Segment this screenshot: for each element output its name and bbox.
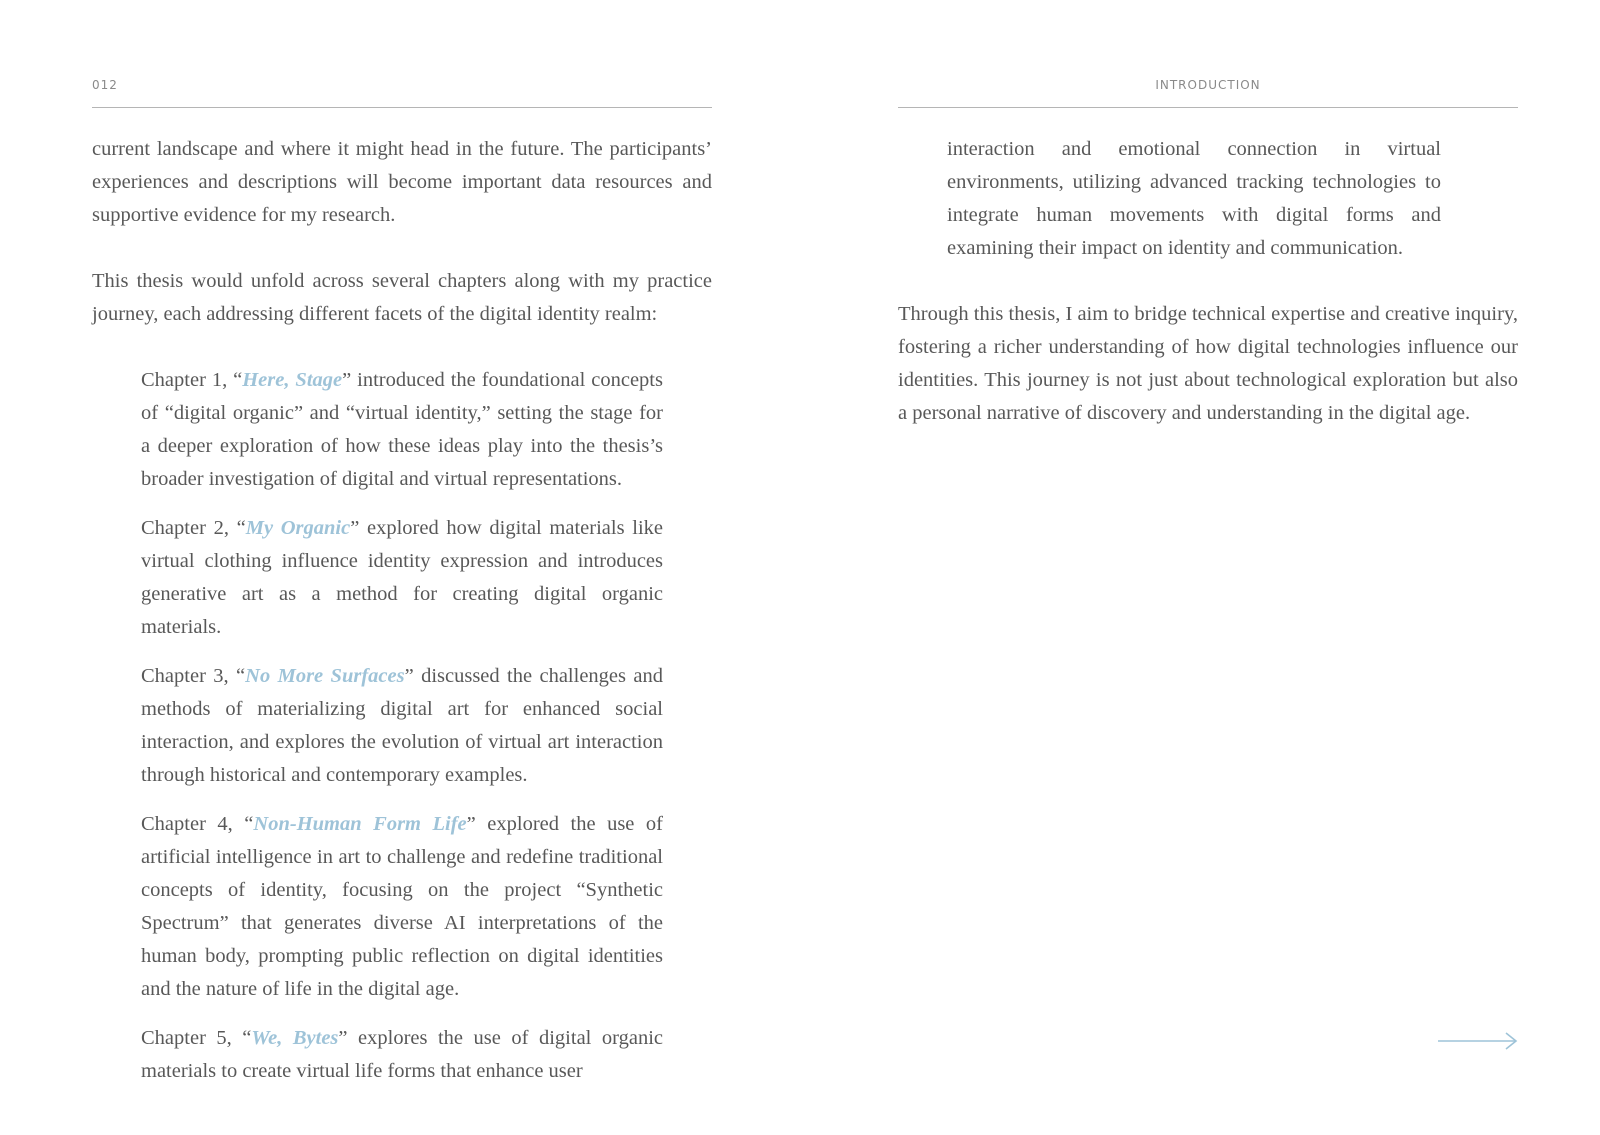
chapter-description: ” discussed the challenges and methods of materializing digital art for enhanced social interaction, and explores the evolution of virtual art interaction through historical and contemporary examples. <box>141 665 663 786</box>
chapter-item-5 <box>141 1022 663 1088</box>
chapter-title: We, Bytes <box>251 1027 339 1049</box>
chapter-prefix: Chapter 1, “ <box>141 369 243 391</box>
chapter-description: ” explores the use of digital organic materials to create virtual life forms that enhance user <box>141 1027 663 1082</box>
chapter-title: My Organic <box>245 517 351 539</box>
chapter-title: Non-Human Form Life <box>253 813 467 835</box>
chapter-prefix: Chapter 2, “ <box>141 517 246 539</box>
chapter-item-3 <box>141 660 663 792</box>
arrow-right-icon <box>1436 1030 1520 1052</box>
chapter-item-2 <box>141 512 663 644</box>
paragraph: Through this thesis, I aim to bridge technical expertise and creative inquiry, fostering a richer understanding of how digital technologies influence our identities. This journey is not just about technological exploration but also a personal narrative of discovery and understanding in the digital age. <box>898 303 1518 424</box>
right-body-text <box>898 133 1518 463</box>
paragraph: current landscape and where it might head in the future. The participants’ experiences and descriptions will become important data resources and supportive evidence for my research. <box>92 138 712 226</box>
chapter-title: No More Surfaces <box>245 665 405 687</box>
header-rule <box>92 107 712 108</box>
chapter-item-1 <box>141 364 663 496</box>
running-head: INTRODUCTION <box>1155 78 1261 92</box>
paragraph: This thesis would unfold across several chapters along with my practice journey, each addressing different facets of the digital identity realm: <box>92 270 712 325</box>
chapter-title: Here, Stage <box>242 369 343 391</box>
chapter-list <box>92 364 663 1088</box>
chapter-description: ” introduced the foundational concepts of “digital organic” and “virtual identity,” setting the stage for a deeper exploration of how these ideas play into the thesis’s broader investigation of digital and virtual representations. <box>141 369 663 490</box>
chapter-prefix: Chapter 4, “ <box>141 813 254 835</box>
next-page-button[interactable] <box>1436 1030 1520 1052</box>
chapter-prefix: Chapter 3, “ <box>141 665 246 687</box>
right-page <box>898 0 1518 1135</box>
chapter-prefix: Chapter 5, “ <box>141 1027 252 1049</box>
page-number: 012 <box>92 78 118 92</box>
continued-chapter-text: interaction and emotional connection in virtual environments, utilizing advanced tracking technologies to integrate human movements with digital forms and examining their impact on identity and communication. <box>947 138 1441 259</box>
left-body-text <box>92 133 712 1104</box>
chapter-item-4 <box>141 808 663 1006</box>
chapter-description: ” explored the use of artificial intelligence in art to challenge and redefine traditional concepts of identity, focusing on the project “Synthetic Spectrum” that generates diverse AI interpretations of the human body, prompting public reflection on digital identities and the nature of life in the digital age. <box>141 813 663 1000</box>
left-page <box>92 0 712 1135</box>
header-rule <box>898 107 1518 108</box>
chapter-description: ” explored how digital materials like virtual clothing influence identity expression and introduces generative art as a method for creating digital organic materials. <box>141 517 663 638</box>
